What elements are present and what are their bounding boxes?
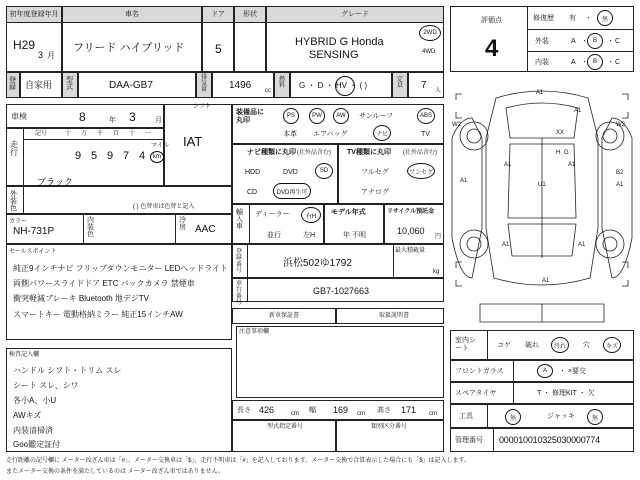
recycle-cell	[384, 204, 444, 244]
model-year-value: 年 不明	[343, 232, 366, 239]
grade-cell	[266, 6, 444, 72]
model-year-label: モデル年式	[331, 209, 366, 216]
digit-0: 9	[75, 150, 82, 162]
ac-value: AAC	[195, 224, 216, 235]
int-a: A	[571, 59, 576, 66]
mark-a1-left: A1	[460, 178, 468, 184]
equip-pw-circle	[309, 108, 325, 124]
exterior-color: ブラック	[37, 177, 73, 187]
cap-cell	[408, 72, 444, 98]
import-dealer: ディーラー	[255, 211, 290, 218]
cap-label-cell	[392, 72, 408, 98]
mark-a1-br: A1	[578, 242, 586, 248]
navi-cd: CD	[247, 189, 258, 196]
shape-cell	[234, 6, 266, 72]
warranty-cell	[232, 308, 336, 324]
mark-a1-right: A1	[616, 182, 624, 188]
navi-sd: SD	[319, 168, 329, 174]
front-glass-cell	[450, 360, 634, 382]
repair-yes: 有	[569, 15, 576, 22]
height-label: 高さ	[377, 407, 391, 414]
model-year-cell	[324, 204, 384, 244]
door-label: ドア	[203, 7, 233, 23]
length-unit: cm	[291, 411, 299, 417]
ext-label: 外装	[535, 38, 549, 45]
int-dot1: ・	[581, 59, 588, 66]
seat-scratch-circle	[603, 337, 621, 353]
tab-reg: 登録	[9, 77, 16, 91]
drive-2wd: 2WD	[423, 30, 437, 36]
place-5: 一	[145, 131, 152, 137]
score-cell	[450, 6, 634, 72]
footer-line2: またメーター交換の条件を満たしているのは メーター改ざん車ではありません。	[6, 469, 225, 475]
selling-points-title: セールスポイント	[9, 249, 57, 255]
first-reg-cell	[6, 6, 62, 72]
color-code-cell	[6, 214, 232, 244]
repair-dot: ・	[585, 15, 592, 22]
shift-value: IAT	[183, 134, 203, 149]
first-reg-label: 初年度登録年月	[7, 7, 61, 23]
model-code: DAA-GB7	[109, 80, 153, 91]
type-label: 型式	[66, 77, 73, 91]
inspector-line-4: 内装清掃済	[13, 426, 53, 435]
place-2: 千	[97, 131, 104, 137]
import-left: 左H	[303, 232, 316, 239]
grade-label: グレード	[267, 7, 443, 23]
navi-dvdplay-circle	[273, 183, 311, 199]
int-c: C	[615, 59, 621, 66]
recycle-unit: 円	[435, 234, 442, 240]
model-spec-cell	[232, 420, 336, 452]
height-unit: cm	[429, 411, 437, 417]
score-value: 4	[485, 35, 499, 62]
fuel-cell	[290, 72, 392, 98]
displacement: 1496	[229, 80, 252, 91]
inspection-cell	[6, 104, 164, 128]
int-dot2: ・	[607, 59, 614, 66]
manual-cell	[336, 308, 444, 324]
mark-a1-bottom: A1	[542, 278, 550, 284]
inspection-year: 8	[79, 110, 86, 124]
color-code: NH-731P	[13, 226, 55, 237]
color-code-label: カラー	[9, 219, 28, 225]
inspection-month-unit: 月	[155, 117, 162, 124]
inspector-cell	[6, 348, 232, 452]
equip-abs-circle	[417, 108, 435, 124]
place-3: 百	[113, 131, 120, 137]
capacity: 7	[421, 80, 427, 91]
car-diagram-cell	[450, 78, 634, 326]
selling-line-0: 純正9インチナビ フリップダウンモニター LEDヘッドライト	[13, 264, 229, 273]
model-spec-label: 型式指定番号	[267, 424, 304, 430]
exterior-cell	[6, 177, 232, 214]
reg-month-unit: 月	[47, 51, 55, 60]
inspector-line-1: シート スレ、シワ	[13, 381, 79, 390]
seat-tear: 破れ	[525, 342, 539, 349]
tv-analog: アナログ	[361, 189, 389, 196]
car-diagram	[450, 78, 634, 326]
place-0: 十	[65, 131, 72, 137]
unit-km-circle	[150, 151, 164, 163]
selling-line-3: スマートキー 電動格納ミラー 純正15インチAW	[13, 310, 183, 319]
ext-b-circle	[587, 33, 603, 49]
mileage-label: 走行	[10, 140, 18, 157]
control-cell	[450, 428, 634, 452]
max-load-unit: kg	[433, 269, 440, 275]
seat-label: 室内シート	[455, 337, 476, 353]
tv-oneseg: ワンセグ	[408, 169, 433, 176]
equip-abs: ABS	[419, 113, 432, 119]
equip-sunroof: サンルーフ	[359, 113, 394, 120]
selling-line-2: 衝突軽減ブレーキ Bluetooth 地デジTV	[13, 294, 149, 303]
drive-4wd: 4WD	[422, 49, 436, 55]
tv-title: TV種類に丸印	[347, 149, 391, 156]
import-parallel: 並行	[267, 232, 281, 239]
unit-km: km	[153, 154, 161, 160]
shape-label: 形状	[235, 7, 265, 23]
navi-cell	[232, 144, 338, 204]
equip-ps: PS	[286, 113, 295, 119]
door-cell	[202, 6, 234, 72]
recycle-label: リサイクル預託金	[387, 209, 435, 215]
mark-w2-left: W2	[452, 122, 461, 128]
jack-none-circle	[587, 409, 603, 425]
chassis-cell	[232, 278, 444, 306]
repair-none: 無	[601, 16, 608, 23]
interior-color-label: 内装色	[87, 217, 94, 238]
model-code-cell	[78, 72, 196, 98]
spare-tire-items: T ・ 修理KIT ・ 欠	[537, 390, 595, 397]
mileage-digits-label: 記号	[35, 131, 48, 137]
score-label: 評価点	[481, 17, 502, 24]
reg-year: H29	[13, 38, 36, 52]
selling-line-1: 両側パワースライドドア ETC バックカメラ 禁煙車	[13, 279, 195, 288]
tools-value: 無	[509, 415, 516, 422]
tools-label: 工具	[459, 413, 473, 420]
equip-pw: PW	[312, 113, 322, 119]
navi-hdd: HDD	[245, 169, 261, 176]
inspector-line-2: 各小A、小U	[13, 396, 57, 405]
reg-month: 3	[38, 50, 44, 60]
fuel-label-cell	[274, 72, 290, 98]
category-label: 類別区分番号	[371, 424, 408, 430]
front-glass-note: ・ ×要交	[559, 368, 587, 375]
seat-scratch: キズ	[606, 343, 618, 350]
tv-oneseg-circle	[407, 163, 435, 179]
equip-aw-circle	[333, 108, 349, 124]
max-load-label: 最大積載量	[395, 248, 426, 254]
ext-a: A	[571, 38, 576, 45]
footer-line1: 走行距離の記号欄に メーター改ざん車は「#」、メーター交換車は「$」、走行不明車は「#」を記入しております。メーター交換で合算表示した場合にも「$」は記入します。	[6, 458, 471, 464]
navi-dvdplay: DVD再生可	[276, 189, 308, 196]
height-value: 171	[401, 405, 417, 415]
equip-navi: ナビ	[375, 131, 388, 138]
cc-unit: cc	[265, 88, 271, 94]
mark-h: H	[556, 150, 561, 156]
mark-g: G	[564, 150, 569, 156]
manual-label: 取扱説明書	[379, 313, 410, 319]
jack-label: ジャッキ	[547, 413, 575, 420]
navi-sd-circle	[315, 163, 333, 179]
mark-a1-bl: A1	[502, 242, 510, 248]
inspection-month: 3	[129, 110, 136, 124]
tv-fullseg: フルセグ	[361, 169, 389, 176]
inspection-year-unit: 年	[109, 117, 116, 124]
import-cell	[232, 204, 324, 244]
notes-title: 注意事項欄	[239, 329, 270, 335]
inspection-label: 車検	[11, 112, 27, 121]
width-label: 幅	[309, 407, 316, 414]
car-name-label: 車名	[63, 7, 201, 23]
length-value: 426	[259, 405, 275, 415]
equip-aw: AW	[336, 113, 346, 119]
chassis-label: 車台番号	[236, 281, 243, 306]
interior-seat-cell	[450, 330, 634, 360]
seat-burn: コゲ	[497, 342, 511, 349]
type-label-cell	[62, 72, 78, 98]
spare-tire-label: スペアタイヤ	[455, 390, 497, 397]
width-value: 169	[333, 405, 349, 415]
grade-line1: HYBRID G Honda	[295, 36, 384, 48]
ext-dot1: ・	[581, 38, 588, 45]
shift-label: シフト	[193, 104, 212, 110]
import-right: 右H	[305, 213, 317, 220]
inspector-line-3: AWキズ	[13, 411, 42, 420]
equip-navi-circle	[373, 125, 391, 141]
notes-cell	[236, 326, 444, 398]
tv-cell	[338, 144, 444, 204]
reg-plate: 浜松502ゆ1792	[283, 258, 352, 269]
equip-leather: 本革	[283, 131, 297, 138]
int-label: 内装	[535, 59, 549, 66]
use-cell	[20, 72, 62, 98]
front-glass-a-circle	[537, 364, 553, 378]
disp-cell	[212, 72, 274, 98]
dimensions-cell	[232, 400, 444, 420]
digit-1: 5	[91, 150, 98, 162]
equip-ps-circle	[283, 108, 299, 124]
mark-a1-mr: A1	[568, 162, 576, 168]
tab-reg-cell	[6, 72, 20, 98]
fuel-label: 燃料	[279, 77, 286, 89]
seat-hole: 穴	[583, 342, 590, 349]
capacity-unit: 人	[435, 88, 442, 94]
grade-line2: SENSING	[309, 49, 359, 61]
reg-number-label: 登録番号	[236, 249, 243, 274]
drive-2wd-circle	[419, 25, 441, 41]
disp-label-cell	[196, 72, 212, 98]
digit-4: 4	[139, 150, 146, 162]
inspector-line-0: ハンドル シフト・トリム スレ	[13, 366, 122, 375]
mark-xx: XX	[556, 130, 565, 136]
tools-none-circle	[505, 409, 521, 425]
ac-label: 冷房	[179, 217, 186, 231]
control-number: 000010010325030000774	[499, 435, 600, 445]
tools-cell	[450, 404, 634, 428]
spare-tire-cell	[450, 382, 634, 404]
exterior-note: ( ) 色替車は色替と記入	[133, 204, 195, 210]
width-unit: cm	[357, 411, 365, 417]
place-4: 十	[129, 131, 136, 137]
place-1: 万	[81, 131, 88, 137]
equip-airbag: エアバッグ	[313, 131, 348, 138]
mark-a1-ml: A1	[504, 162, 512, 168]
repair-label: 修復歴	[533, 15, 554, 22]
unit-mile: マイル	[151, 143, 169, 149]
front-glass-value: A	[542, 368, 547, 374]
category-cell	[336, 420, 444, 452]
ext-dot2: ・	[607, 38, 614, 45]
control-label: 管理番号	[455, 437, 483, 444]
ext-c: C	[615, 38, 621, 45]
shift-cell	[164, 104, 232, 186]
exterior-label: 外装色	[10, 191, 17, 212]
import-right-circle	[301, 207, 321, 223]
car-name: フリード ハイブリッド	[73, 42, 185, 54]
int-b: B	[592, 59, 597, 65]
mark-u1: U1	[538, 182, 546, 188]
jack-value: 無	[591, 415, 598, 422]
mileage-cell	[6, 128, 169, 186]
ext-b: B	[592, 38, 597, 44]
inspector-title: 検査記入欄	[9, 352, 40, 358]
front-glass-label: フロントガラス	[455, 368, 504, 375]
use-label: 自家用	[25, 80, 53, 90]
mark-w2-right: W2	[616, 122, 625, 128]
recycle-value: 10,060	[397, 226, 425, 236]
seat-dirt-circle	[551, 337, 569, 353]
chassis-number: GB7-1027663	[313, 286, 370, 296]
mark-a1-tr: A1	[574, 108, 582, 114]
seat-dirt: 汚れ	[553, 343, 566, 350]
registration-cell	[232, 244, 444, 278]
tv-sub: (社外品含む)	[403, 150, 437, 156]
equipment-title: 装備品に丸印	[236, 109, 264, 124]
length-label: 長さ	[237, 407, 251, 414]
equipment-cell	[232, 104, 444, 144]
equip-tv: TV	[421, 131, 430, 138]
repair-none-circle	[597, 10, 613, 26]
disp-label: 排気量	[201, 75, 208, 93]
warranty-label: 新車保証書	[269, 313, 300, 319]
navi-title: ナビ種類に丸印	[247, 149, 296, 156]
fuel-hv-circle	[335, 76, 355, 96]
mark-a1-top: A1	[536, 90, 544, 96]
selling-points-cell	[6, 244, 232, 340]
int-b-circle	[587, 54, 603, 70]
mark-b2: B2	[616, 170, 624, 176]
import-label: 輸入車	[236, 209, 243, 230]
digit-2: 9	[107, 150, 114, 162]
navi-dvd: DVD	[283, 169, 298, 176]
door-count: 5	[215, 42, 222, 56]
car-name-cell	[62, 6, 202, 72]
capacity-label: 定員	[397, 77, 404, 89]
digit-3: 7	[123, 150, 130, 162]
inspector-line-5: Goo鑑定証付	[13, 440, 61, 449]
fuel-options: G ・ D ・ HV ・ ( )	[299, 81, 367, 90]
navi-sub: (社外品含む)	[297, 150, 331, 156]
